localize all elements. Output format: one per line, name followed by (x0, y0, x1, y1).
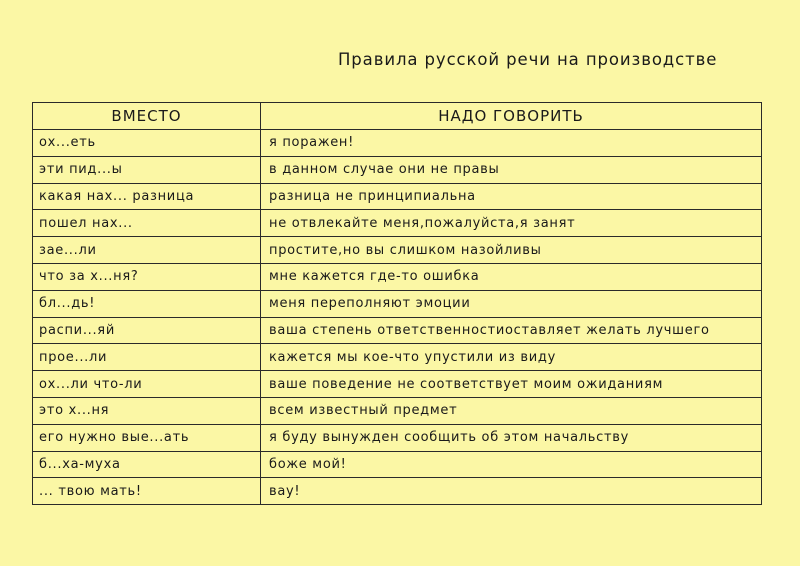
phrase-table (32, 102, 762, 505)
cell-instead: какая нах... разница (33, 183, 261, 210)
table-row (33, 397, 762, 424)
table-row (33, 317, 762, 344)
cell-instead: ох...еть (33, 130, 261, 157)
header-should-say: НАДО ГОВОРИТЬ (261, 103, 762, 130)
table-row (33, 156, 762, 183)
cell-should-say: не отвлекайте меня,пожалуйста,я занят (261, 210, 762, 237)
cell-should-say: мне кажется где-то ошибка (261, 263, 762, 290)
cell-should-say: я поражен! (261, 130, 762, 157)
cell-instead: эти пид...ы (33, 156, 261, 183)
cell-should-say: всем известный предмет (261, 397, 762, 424)
cell-should-say: ваше поведение не соответствует моим ожиданиям (261, 371, 762, 398)
cell-instead: его нужно вые...ать (33, 424, 261, 451)
table-row (33, 344, 762, 371)
cell-instead: бл...дь! (33, 290, 261, 317)
cell-should-say: боже мой! (261, 451, 762, 478)
cell-instead: что за х...ня? (33, 263, 261, 290)
cell-should-say: кажется мы кое-что упустили из виду (261, 344, 762, 371)
cell-instead: распи...яй (33, 317, 261, 344)
document-title: Правила русской речи на производстве (338, 50, 718, 69)
cell-should-say: разница не принципиальна (261, 183, 762, 210)
table-header-row (33, 103, 762, 130)
cell-instead: зае...ли (33, 237, 261, 264)
cell-instead: прое...ли (33, 344, 261, 371)
cell-instead: ... твою мать! (33, 478, 261, 505)
cell-should-say: меня переполняют эмоции (261, 290, 762, 317)
table-row (33, 263, 762, 290)
cell-instead: пошел нах... (33, 210, 261, 237)
cell-instead: это х...ня (33, 397, 261, 424)
cell-should-say: простите,но вы слишком назойливы (261, 237, 762, 264)
cell-should-say: ваша степень ответственностиоставляет желать лучшего (261, 317, 762, 344)
table-row (33, 478, 762, 505)
cell-instead: б...ха-муха (33, 451, 261, 478)
table-row (33, 210, 762, 237)
table-row (33, 290, 762, 317)
table-row (33, 237, 762, 264)
table-row (33, 371, 762, 398)
cell-should-say: в данном случае они не правы (261, 156, 762, 183)
table-row (33, 130, 762, 157)
cell-instead: ох...ли что-ли (33, 371, 261, 398)
cell-should-say: я буду вынужден сообщить об этом начальству (261, 424, 762, 451)
table-row (33, 424, 762, 451)
cell-should-say: вау! (261, 478, 762, 505)
table-body (33, 130, 762, 505)
table-row (33, 183, 762, 210)
header-instead: ВМЕСТО (33, 103, 261, 130)
table-row (33, 451, 762, 478)
